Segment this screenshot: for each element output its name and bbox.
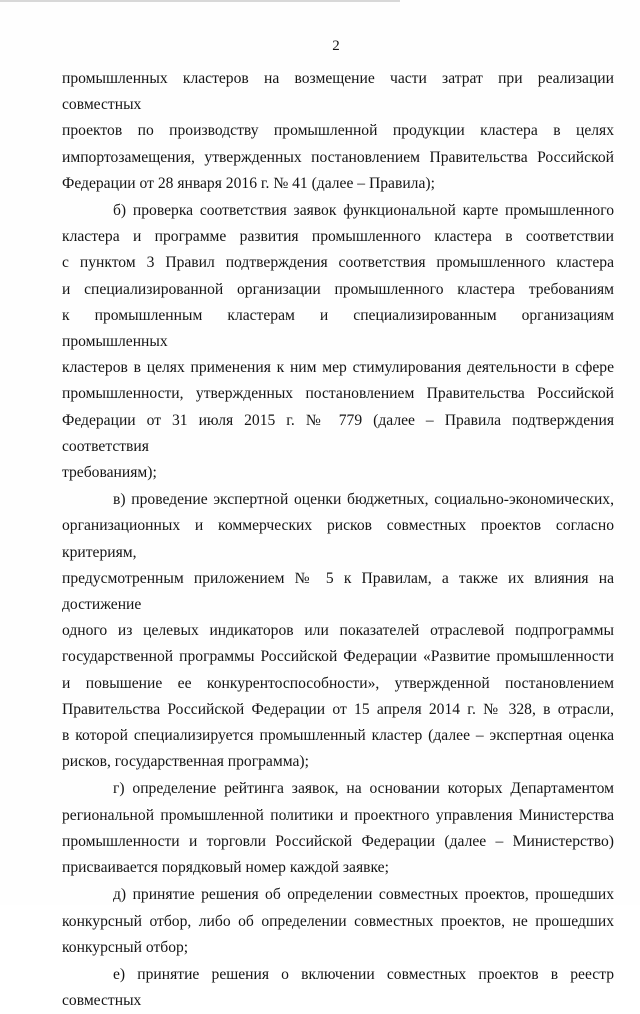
- body-line: конкурсный отбор, либо об определении совместных проектов, не прошедших: [62, 912, 614, 930]
- body-line: промышленности, утвержденных постановлением Правительства Российской: [62, 385, 614, 403]
- document-body: [62, 66, 614, 1014]
- body-line: государственной программы Российской Федерации «Развитие промышленности: [62, 648, 614, 666]
- body-line: предусмотренным приложением № 5 к Правилам, а также их влияния на достижение: [62, 569, 614, 614]
- body-line: к промышленным кластерам и специализированным организациям промышленных: [62, 306, 614, 351]
- body-line: кластера и программе развития промышленного кластера в соответствии: [62, 228, 614, 246]
- body-line: и повышение ее конкурентоспособности», утвержденной постановлением: [62, 674, 614, 692]
- body-line: региональной промышленной политики и проектного управления Министерства: [62, 806, 614, 824]
- body-line: кластеров в целях применения к ним мер стимулирования деятельности в сфере: [62, 359, 614, 377]
- body-line: импортозамещения, утвержденных постановлением Правительства Российской: [62, 148, 614, 166]
- page-number: 2: [332, 38, 340, 54]
- body-line: Правительства Российской Федерации от 15 апреля 2014 г. № 328, в отрасли,: [62, 700, 614, 718]
- body-line: одного из целевых индикаторов или показателей отраслевой подпрограммы: [62, 622, 614, 640]
- paragraph-e-first-line: е) принятие решения о включении совместных проектов в реестр совместных: [62, 965, 614, 1010]
- body-line: организационных и коммерческих рисков совместных проектов согласно критериям,: [62, 517, 614, 561]
- paragraph-v-first-line: в) проведение экспертной оценки бюджетных, социально-экономических,: [113, 491, 614, 509]
- body-line: промышленности и торговли Российской Федерации (далее – Министерство): [62, 832, 614, 850]
- body-line: Федерации от 31 июля 2015 г. № 779 (далее – Правила подтверждения соответствия: [62, 411, 614, 455]
- scan-edge-line: [0, 0, 400, 2]
- body-line: с пунктом 3 Правил подтверждения соответствия промышленного кластера: [62, 254, 614, 272]
- body-line: и специализированной организации промышленного кластера требованиям: [62, 280, 614, 298]
- body-line: рисков, государственная программа);: [62, 753, 309, 771]
- paragraph-d-first-line: д) принятие решения об определении совместных проектов, прошедших: [113, 886, 614, 904]
- body-line: промышленных кластеров на возмещение части затрат при реализации совместных: [62, 70, 614, 114]
- body-line: Федерации от 28 января 2016 г. № 41 (далее – Правила);: [62, 174, 435, 192]
- body-line: в которой специализируется промышленный кластер (далее – экспертная оценка: [62, 727, 614, 745]
- body-line: требованиям);: [62, 464, 157, 482]
- body-line: присваивается порядковый номер каждой заявке;: [62, 859, 389, 877]
- paragraph-g-first-line: г) определение рейтинга заявок, на основании которых Департаментом: [113, 780, 614, 798]
- paragraph-b-first-line: б) проверка соответствия заявок функциональной карте промышленного: [113, 202, 614, 220]
- body-line: конкурсный отбор;: [62, 938, 189, 956]
- body-line: проектов по производству промышленной продукции кластера в целях: [62, 122, 614, 140]
